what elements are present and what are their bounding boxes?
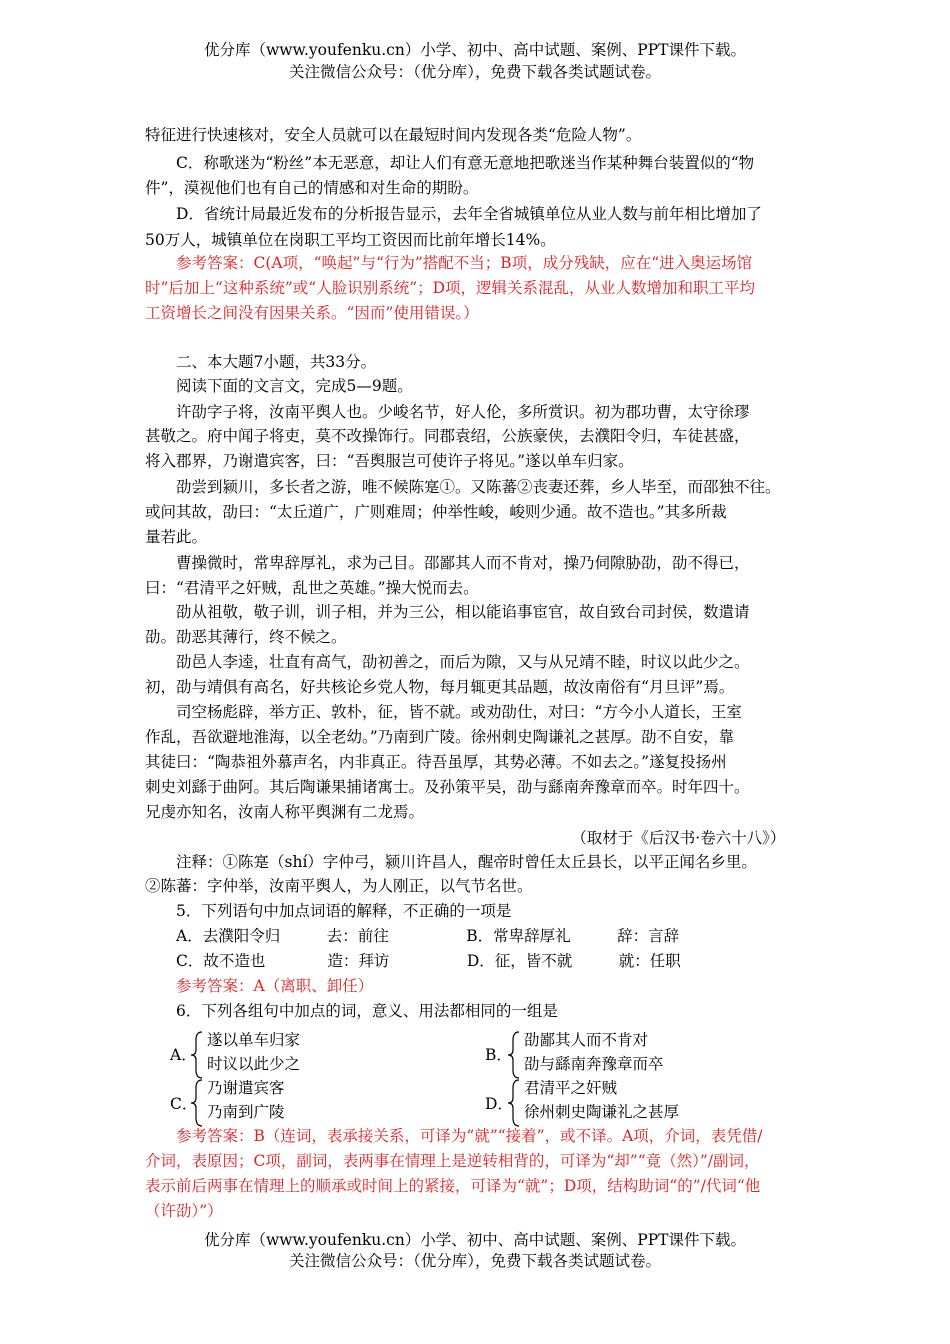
source-line: （取材于《后汉书·卷六十八》） [145,829,786,847]
q6-option-d-label: D． [485,1095,513,1113]
answer-line: 时”后加上“这种系统”或“人脸识别系统”；D项，逻辑关系混乱，从业人数增加和职工平均 [145,279,756,297]
passage-line: 其徒曰：“陶恭祖外慕声名，内非真正。待吾虽厚，其势必薄。不如去之。”遂复投扬州 [145,753,727,771]
answer-6-line: 表示前后两事在情理上的顺承或时间上的紧接，可译为“就”；D项，结构助词“的”/代词“他 [145,1177,761,1195]
brace-icon [190,1030,204,1084]
passage-line: 劭从祖敬，敬子训，训子相，并为三公，相以能谄事宦官，故自致台司封侯，数遣请 [145,603,750,621]
q6-option-c-sentence-1: 乃谢遣宾客 [207,1079,285,1097]
footer-line-1: 优分库（www.youfenku.cn）小学、初中、高中试题、案例、PPT课件下载。 [203,1231,747,1249]
passage-line: 兄虔亦知名，汝南人称平舆渊有二龙焉。 [145,803,425,821]
q6-option-b-sentence-1: 劭鄙其人而不肯对 [524,1031,649,1049]
answer-5: 参考答案：A（离职、卸任） [145,977,374,995]
q6-option-d-sentence-2: 徐州刺史陶谦礼之甚厚 [524,1103,680,1121]
brace-icon [507,1030,521,1084]
text-line: 件”，漠视他们也有自己的情感和对生命的期盼。 [145,179,479,197]
question-6: 6．下列各组句中加点的词，意义、用法都相同的一组是 [145,1002,558,1020]
passage-line: 量若此。 [145,528,208,546]
passage-line: 甚敬之。府中闻子将吏，莫不改操饰行。同郡袁绍，公族豪侠，去濮阳令归，车徒甚盛， [145,427,750,445]
answer-line: 参考答案：C(A项，“唤起”与“行为”搭配不当；B项，成分残缺，应在“进入奥运场馆 [145,254,753,272]
passage-line: 或问其故，劭曰：“太丘道广，广则难周；仲举性峻，峻则少通。故不造也。”其多所裁 [145,503,727,521]
header-line-2: 关注微信公众号：（优分库），免费下载各类试题试卷。 [288,63,661,81]
answer-6-line: 介词，表原因；C项，副词，表两事在情理上是逆转相背的，可译为“却”“竟（然）”/副词， [145,1152,760,1170]
footer-line-2: 关注微信公众号：（优分库），免费下载各类试题试卷。 [288,1252,661,1270]
answer-6-line: 参考答案：B（连词，表承接关系，可译为“就”“接着”，或不译。A项，介词，表凭借/ [145,1127,763,1145]
question-5-options-ab: A．去濮阳令归 去：前往 B．常卑辞厚礼 辞：言辞 [145,927,680,945]
note-line: ②陈蕃：字仲举，汝南平舆人，为人刚正，以气节名世。 [145,877,533,895]
passage-line: 劭尝到颍川，多长者之游，唯不候陈寔①。又陈蕃②丧妻还葬，乡人毕至，而邵独不往。 [145,478,781,496]
passage-line: 刺史刘繇于曲阿。其后陶谦果捕诸寓士。及孙策平吴，劭与繇南奔豫章而卒。时年四十。 [145,778,750,796]
answer-6-line: （许劭）”） [145,1202,223,1220]
q6-option-a-label: A． [170,1046,197,1064]
passage-line: 劭邑人李逵，壮直有高气，劭初善之，而后为隙，又与从兄靖不睦，时议以此少之。 [145,653,750,671]
q6-option-a-sentence-2: 时议以此少之 [207,1055,301,1073]
passage-line: 初，劭与靖俱有高名，好共核论乡党人物，每月辄更其品题，故汝南俗有“月旦评”焉。 [145,678,735,696]
instruction-line: 阅读下面的文言文，完成5—9题。 [145,377,413,395]
text-line: 特征进行快速核对，安全人员就可以在最短时间内发现各类“危险人物”。 [145,126,642,144]
passage-line: 许劭字子将，汝南平舆人也。少峻名节，好人伦，多所赏识。初为郡功曹，太守徐璆 [145,403,750,421]
option-c-line: C．称歌迷为“粉丝”本无恶意，却让人们有意无意地把歌迷当作某种舞台装置似的“物 [145,154,755,172]
q6-option-a-sentence-1: 遂以单车归家 [207,1031,301,1049]
text-line: 50万人，城镇单位在岗职工平均工资因而比前年增长14%。 [145,231,556,249]
passage-line: 将入郡界，乃谢遣宾客，曰：“吾舆服岂可使许子将见。”遂以单车归家。 [145,452,634,470]
note-line: 注释：①陈寔（shí）字仲弓，颍川许昌人，醒帝时曾任太丘县长，以平正闻名乡里。 [145,853,757,871]
question-5: 5．下列语句中加点词语的解释，不正确的一项是 [145,902,512,920]
answer-line: 工资增长之间没有因果关系。“因而”使用错误。） [145,304,479,322]
passage-line: 劭。劭恶其薄行，终不候之。 [145,628,347,646]
passage-line: 作乱，吾欲避地淮海，以全老幼。”乃南到广陵。徐州刺史陶谦礼之甚厚。劭不自安，靠 [145,728,735,746]
question-5-options-cd: C．故不造也 造：拜访 D．征，皆不就 就：任职 [145,952,681,970]
q6-option-c-sentence-2: 乃南到广陵 [207,1103,285,1121]
passage-line: 曰：“君清平之奸贼，乱世之英雄。”操大悦而去。 [145,579,479,597]
q6-option-b-label: B． [485,1046,512,1064]
q6-option-d-sentence-1: 君清平之奸贼 [524,1079,618,1097]
passage-line: 司空杨彪辟，举方正、敦朴，征，皆不就。或劝劭仕，对曰：“方今小人道长，王室 [145,703,742,721]
option-d-line: D．省统计局最近发布的分析报告显示，去年全省城镇单位从业人数与前年相比增加了 [145,205,762,223]
header-line-1: 优分库（www.youfenku.cn）小学、初中、高中试题、案例、PPT课件下载。 [203,41,747,59]
q6-option-b-sentence-2: 劭与繇南奔豫章而卒 [524,1055,664,1073]
q6-option-c-label: C． [170,1095,198,1113]
passage-line: 曹操微时，常卑辞厚礼，求为己目。邵鄙其人而不肯对，操乃伺隙胁劭，劭不得已， [145,554,750,572]
section-title: 二、本大题7小题，共33分。 [145,353,377,371]
